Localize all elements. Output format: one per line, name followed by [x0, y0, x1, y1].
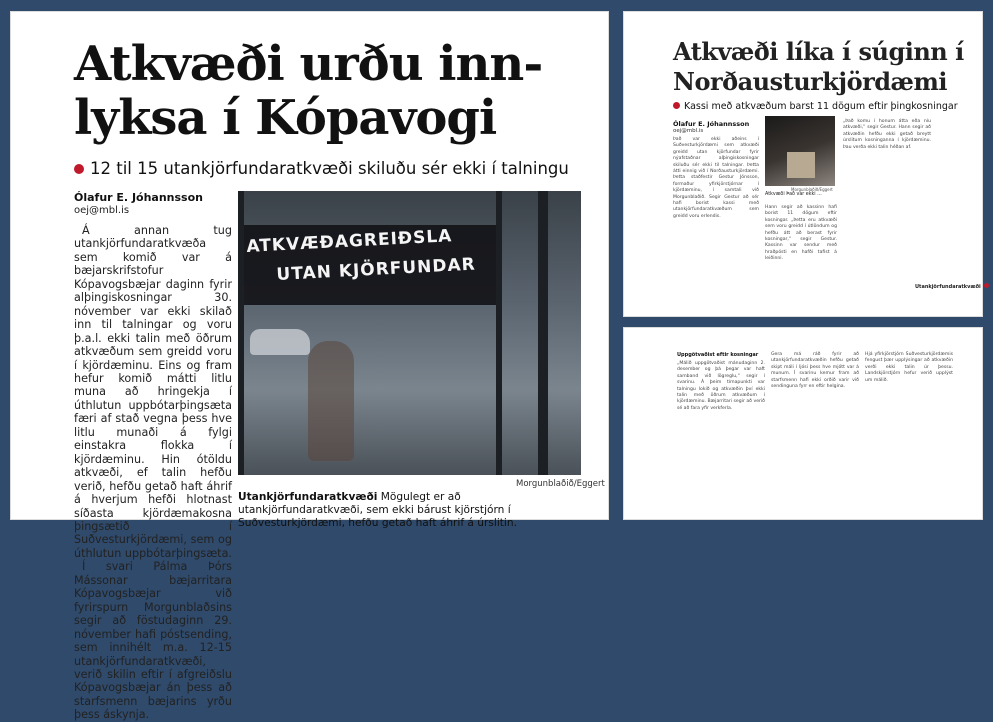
main-headline: Atkvæði urðu inn-lyksa í Kópavogi — [74, 36, 543, 146]
right-subheadline-text: Kassi með atkvæðum barst 11 dögum eftir þingkosningar — [684, 101, 958, 112]
continued-column-1: „Málið uppgötvaðist mánudaginn 2. desember og þá þegar var haft samband við lögreglu,“ segir í svarinu. Á þeim tímapunkti var talningu lokið og atkvæðin því ekki talin með öðrum atkvæðum í kjördæminu. Bæjarritari segir að verið sé að fara yfir verkferla. — [677, 361, 765, 411]
photo-door-frame-right — [538, 191, 548, 475]
photo-car-shape — [250, 329, 310, 355]
photo-sign-line1: ATKVÆÐAGREIÐSLA — [246, 226, 453, 257]
main-subheadline — [74, 159, 569, 178]
continued-column-3: Hjá yfirkjörstjórn Suðvesturkjördæmis fengust þær upplýsingar að atkvæðin verði ekki talin úr þessu. Landskjörstjórn hefur verið upplýst um málið. — [865, 352, 953, 383]
photo-sign-line2: UTAN KJÖRFUNDAR — [276, 254, 477, 285]
right-author: Ólafur E. Jóhannsson — [673, 120, 750, 128]
continued-article-panel — [623, 327, 983, 520]
main-caption-lead: Utankjörfundaratkvæði — [238, 491, 378, 503]
right-photo-caption: Atkvæði Það var ekki ... — [765, 192, 822, 197]
right-headline: Atkvæði líka í súginn í Norðausturkjördæmi — [673, 37, 964, 96]
right-photo-box-shape — [787, 152, 815, 178]
main-author: Ólafur E. Jóhannsson — [74, 191, 203, 204]
main-article-panel — [10, 11, 609, 722]
right-tag — [915, 283, 991, 290]
main-paragraph-1: Á annan tug utankjörfundaratkvæða sem komið var á bæjarskrifstofur Kópavogsbæjar daginn fyrir alþingiskosningar 30. nóvember var ekki skilað inn til talningar og voru þ.a.l. ekki talin með öðrum atkvæðum sem greidd voru í kjördæminu. Eins og fram hefur komið mátti litlu muna að hringekja í úthlutun uppbótarþingsæta færi af stað vegna þess hve litlu munaði á fylgi einstakra flokka í kjördæminu. Hin ótöldu atkvæði, ef talin hefðu verið, hefðu getað haft áhrif á hverjum hefði hlotnast síðasta kjördæmakosna þingsætið í Suðvesturkjördæmi, sem og úthlutun uppbótarþingsæta. — [74, 224, 232, 560]
main-photo-credit: Morgunblaðið/Eggert — [516, 479, 605, 489]
right-article-panel — [623, 11, 983, 317]
right-column-2: Hann segir að kassinn hafi borist 11 dögum eftir kosningar. „Þetta eru atkvæði sem voru greidd í útlöndum og hefðu átt að berast fyrir kosningar,“ segir Gestur. Kassinn var sendur með hraðpósti en hafði tafist á leiðinni. — [765, 205, 837, 262]
right-photo — [765, 116, 835, 186]
main-subheadline-text: 12 til 15 utankjörfundaratkvæði skiluðu sér ekki í talningu — [90, 159, 569, 178]
main-caption-text: Mögulegt er að utankjörfundaratkvæði, sem ekki bárust kjörstjórn í Suðvesturkjördæmi, hefðu getað haft áhrif á úrslitin. — [238, 491, 517, 529]
right-column-3: „Það komu í honum átta eða níu atkvæði,“ segir Gestur. Hann segir að atkvæðin hefðu ekki getað breytt úrslitum kosninganna í kjördæminu. Þau verða ekki talin héðan af. — [843, 119, 931, 150]
right-email: oej@mbl.is — [673, 128, 704, 134]
photo-person-shape — [308, 341, 354, 461]
right-photo-credit: Morgunblaðið/Eggert — [791, 187, 833, 192]
bullet-dot-icon — [74, 164, 84, 174]
photo-door-frame-left — [238, 191, 244, 475]
main-email: oej@mbl.is — [74, 205, 130, 216]
right-subheadline — [673, 101, 958, 112]
continued-column-2: Gera má ráð fyrir að utankjörfundaratkvæðin hefðu getað skipt máli í ljósi þess hve mjótt var á munum. Í svarinu kemur fram að starfsmenn hafi ekki orðið varir við sendinguna fyrr en eftir helgina. — [771, 352, 859, 390]
continued-heading: Uppgötvaðist eftir kosningar — [677, 352, 759, 358]
bullet-dot-icon — [673, 102, 680, 109]
main-paragraph-2: Í svari Pálma Þórs Mássonar bæjarritara Kópavogsbæjar við fyrirspurn Morgunblaðsins segir að föstudaginn 29. nóvember hafi póstsending, sem innihélt m.a. 12-15 utankjörfundaratkvæði, verið skilin eftir í afgreiðslu Kópavogsbæjar án þess að starfsmenn bæjarins yrðu þess áskynja. — [74, 560, 232, 722]
right-column-1: Það var ekki aðeins í Suðvesturkjördæmi sem atkvæði greidd utan kjörfundar fyrir nýafstaðnar alþingiskosningar skiluðu sér ekki til talningar. Þetta átti einnig við í Norðausturkjördæmi. Þetta staðfestir Gestur Jónsson, formaður yfirkjörstjórnar í kjördæminu, í samtali við Morgunblaðið. Segir Gestur að sér hafi borist kassi með utankjörfundaratkvæðum sem greidd voru erlendis. — [673, 137, 759, 219]
main-photo — [238, 191, 581, 475]
main-body — [74, 224, 232, 722]
right-tag-text: Utankjörfundaratkvæði — [915, 284, 981, 290]
photo-door-frame-mid — [496, 191, 502, 475]
main-photo-caption — [238, 491, 586, 530]
tag-dot-icon — [984, 283, 989, 288]
